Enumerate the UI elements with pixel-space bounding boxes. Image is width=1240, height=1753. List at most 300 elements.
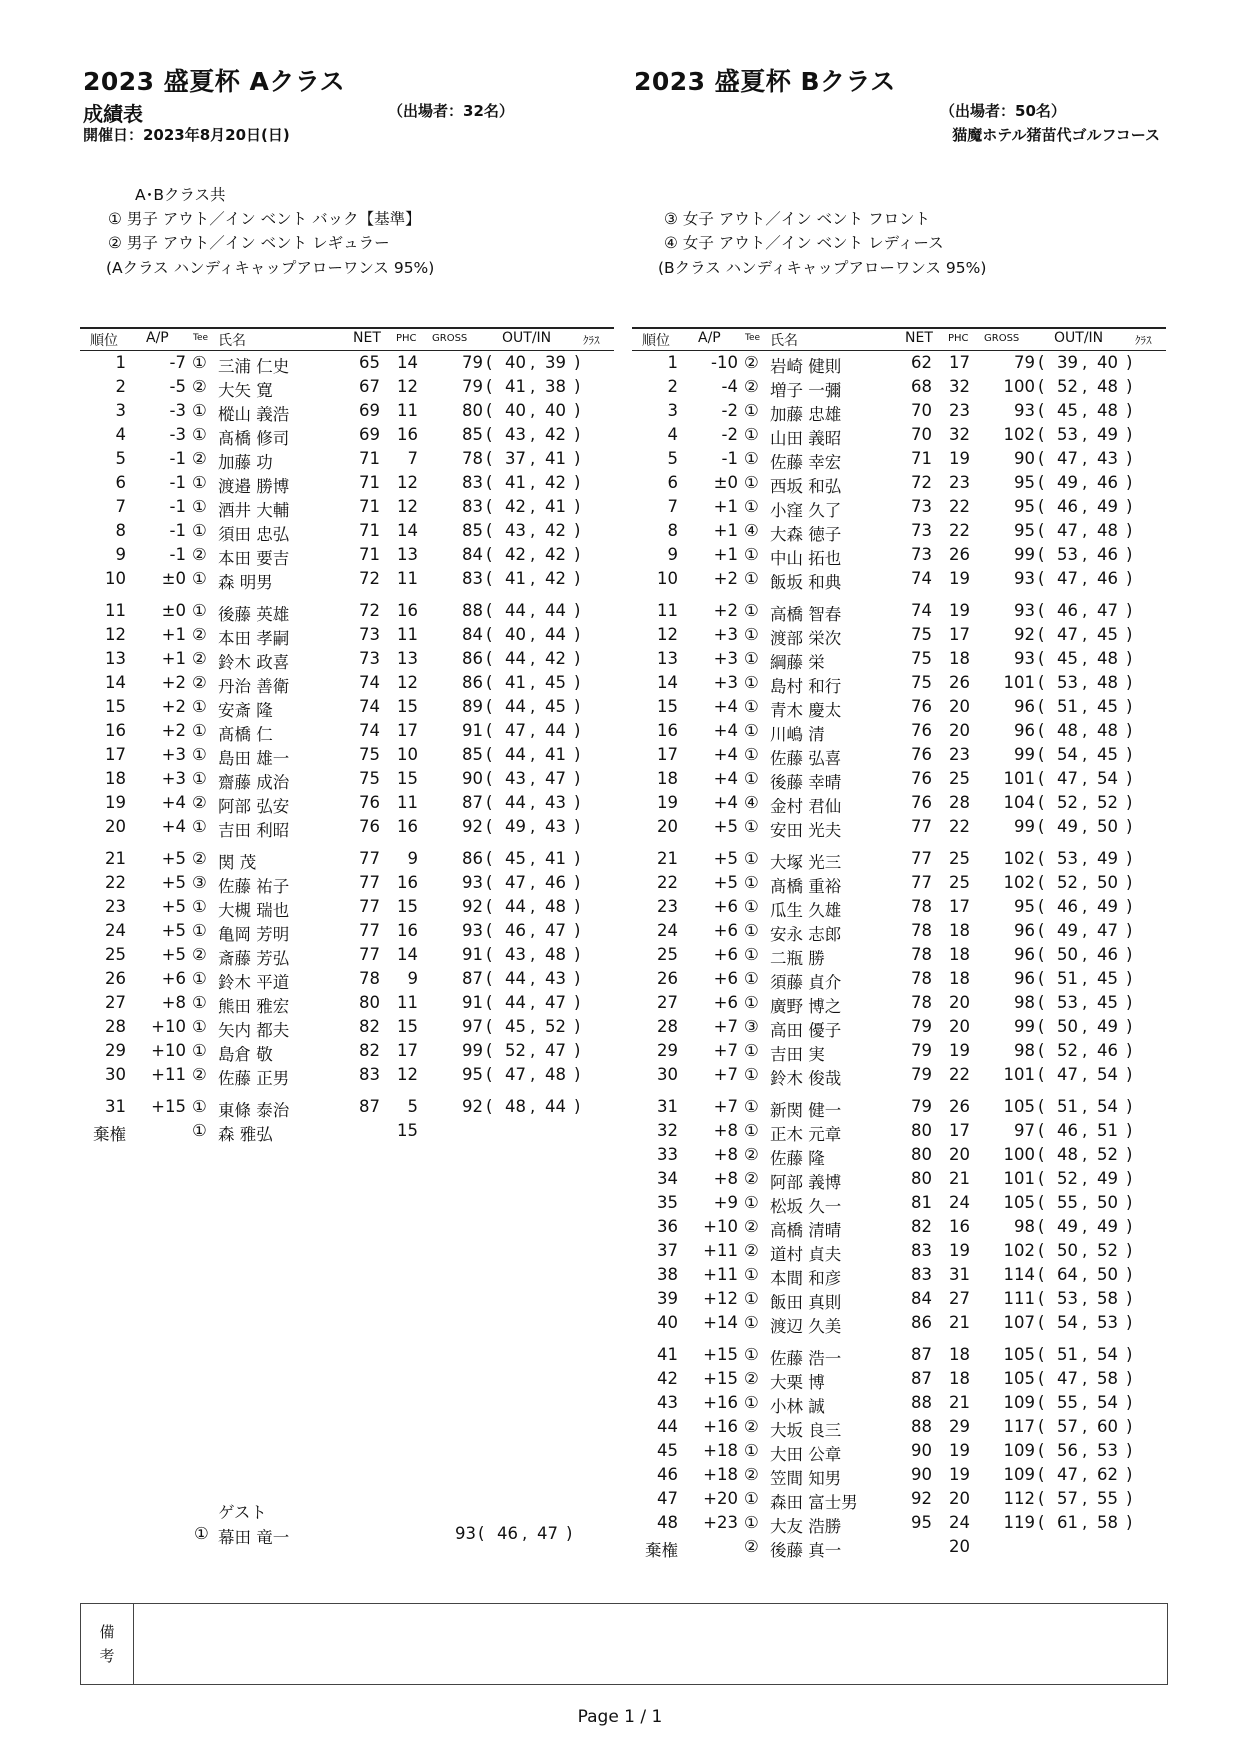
cell-ap: +3: [161, 769, 186, 788]
cell-name: 髙橋 修司: [218, 429, 290, 448]
cell-phc: 18: [949, 1345, 970, 1364]
cell-out: 46: [1057, 1121, 1078, 1140]
cell-in: 50: [1097, 1265, 1118, 1284]
cell-punct: ,: [1082, 873, 1088, 892]
cell-out: 43: [505, 521, 526, 540]
cell-name: 大森 徳子: [770, 525, 842, 544]
cell-rank: 40: [657, 1313, 678, 1332]
cell-phc: 28: [949, 793, 970, 812]
table-row: [632, 1511, 1166, 1535]
cell-out: 47: [1057, 1369, 1078, 1388]
cell-punct: ): [574, 1065, 581, 1084]
cell-punct: ,: [1082, 697, 1088, 716]
cell-net: 71: [911, 449, 932, 468]
cell-punct: ): [1126, 1393, 1133, 1412]
cell-gross: 85: [462, 745, 483, 764]
cell-net: 80: [359, 993, 380, 1012]
table-row: [80, 543, 614, 567]
table-row: [632, 623, 1166, 647]
guest-close: ): [566, 1524, 573, 1543]
cell-ap: +10: [151, 1041, 186, 1060]
cell-ap: +6: [161, 969, 186, 988]
cell-net: 87: [359, 1097, 380, 1116]
cell-gross: 92: [1014, 625, 1035, 644]
table-row: [632, 1095, 1166, 1119]
cell-punct: ,: [530, 1065, 536, 1084]
cell-ap: +14: [703, 1313, 738, 1332]
cell-punct: ,: [1082, 1041, 1088, 1060]
cell-name: 高田 優子: [770, 1021, 842, 1040]
cell-phc: 32: [949, 377, 970, 396]
cell-phc: 19: [949, 1241, 970, 1260]
cell-net: 79: [911, 1097, 932, 1116]
cell-in: 54: [1097, 1393, 1118, 1412]
cell-in: 51: [1097, 1121, 1118, 1140]
cell-punct: ): [1126, 1345, 1133, 1364]
cell-out: 48: [505, 1097, 526, 1116]
table-row: [632, 351, 1166, 375]
cell-gross: 93: [1014, 569, 1035, 588]
note-allowance-a: (Aクラス ハンディキャップアローワンス 95%): [106, 259, 435, 277]
cell-gross: 105: [1003, 1345, 1035, 1364]
cell-out: 52: [1057, 377, 1078, 396]
table-row: [632, 1439, 1166, 1463]
cell-tee: ①: [192, 1017, 207, 1036]
cell-gross: 93: [1014, 649, 1035, 668]
cell-phc: 11: [397, 569, 418, 588]
cell-punct: ,: [530, 673, 536, 692]
cell-name: 大栗 博: [770, 1373, 825, 1392]
cell-ap: +6: [713, 993, 738, 1012]
cell-punct: ,: [530, 473, 536, 492]
cell-punct: (: [486, 721, 493, 740]
cell-rank: 14: [657, 673, 678, 692]
cell-punct: (: [1038, 1369, 1045, 1388]
cell-net: 76: [911, 745, 932, 764]
cell-punct: ): [574, 649, 581, 668]
cell-net: 73: [359, 649, 380, 668]
cell-phc: 20: [949, 1017, 970, 1036]
participants-a: （出場者：32名）: [388, 102, 514, 120]
cell-phc: 22: [949, 521, 970, 540]
cell-gross: 102: [1003, 873, 1035, 892]
cell-name: 須田 忠弘: [218, 525, 290, 544]
cell-rank: 12: [105, 625, 126, 644]
cell-rank: 42: [657, 1369, 678, 1388]
cell-in: 43: [545, 817, 566, 836]
cell-tee: ②: [744, 377, 759, 396]
cell-gross: 91: [462, 945, 483, 964]
cell-ap: +2: [713, 569, 738, 588]
table-row: [80, 375, 614, 399]
cell-phc: 25: [949, 769, 970, 788]
table-row: [632, 1263, 1166, 1287]
cell-net: 78: [911, 921, 932, 940]
table-row: [632, 1191, 1166, 1215]
cell-net: 80: [911, 1169, 932, 1188]
cell-net: 78: [359, 969, 380, 988]
cell-punct: (: [486, 1097, 493, 1116]
cell-in: 42: [545, 569, 566, 588]
cell-phc: 11: [397, 625, 418, 644]
table-row: [80, 447, 614, 471]
cell-punct: ,: [1082, 601, 1088, 620]
cell-in: 53: [1097, 1441, 1118, 1460]
cell-punct: ,: [1082, 817, 1088, 836]
cell-punct: ,: [1082, 545, 1088, 564]
cell-rank: 30: [105, 1065, 126, 1084]
cell-punct: ): [574, 545, 581, 564]
cell-punct: (: [1038, 569, 1045, 588]
cell-punct: ): [1126, 921, 1133, 940]
cell-gross: 95: [1014, 521, 1035, 540]
cell-in: 43: [545, 793, 566, 812]
cell-tee: ②: [744, 353, 759, 372]
cell-gross: 85: [462, 425, 483, 444]
cell-out: 56: [1057, 1441, 1078, 1460]
cell-net: 75: [359, 769, 380, 788]
cell-punct: ,: [1082, 1393, 1088, 1412]
cell-tee: ①: [744, 473, 759, 492]
note-tee2: ② 男子 アウト／イン ベント レギュラー: [108, 234, 390, 252]
cell-in: 45: [545, 673, 566, 692]
cell-gross: 95: [1014, 897, 1035, 916]
cell-gross: 99: [1014, 545, 1035, 564]
cell-out: 49: [1057, 817, 1078, 836]
cell-gross: 89: [462, 697, 483, 716]
cell-ap: +15: [703, 1345, 738, 1364]
cell-punct: ,: [530, 649, 536, 668]
cell-gross: 100: [1003, 377, 1035, 396]
cell-punct: ): [1126, 569, 1133, 588]
cell-out: 46: [1057, 497, 1078, 516]
cell-ap: +7: [713, 1041, 738, 1060]
cell-rank: 15: [657, 697, 678, 716]
table-row: [80, 471, 614, 495]
cell-tee: ①: [744, 673, 759, 692]
cell-in: 49: [1097, 849, 1118, 868]
cell-net: 73: [359, 625, 380, 644]
cell-out: 50: [1057, 1241, 1078, 1260]
cell-in: 45: [1097, 625, 1118, 644]
cell-gross: 99: [1014, 817, 1035, 836]
cell-phc: 20: [949, 1145, 970, 1164]
cell-punct: (: [486, 1041, 493, 1060]
cell-gross: 91: [462, 721, 483, 740]
table-row: [80, 719, 614, 743]
cell-punct: (: [1038, 921, 1045, 940]
guest-out: 46: [497, 1524, 518, 1543]
cell-net: 75: [359, 745, 380, 764]
cell-phc: 16: [397, 921, 418, 940]
cell-out: 41: [505, 473, 526, 492]
cell-punct: ,: [1082, 849, 1088, 868]
cell-rank: 45: [657, 1441, 678, 1460]
table-row: [632, 895, 1166, 919]
cell-ap: -1: [169, 521, 186, 540]
cell-punct: ): [1126, 697, 1133, 716]
cell-rank: 26: [657, 969, 678, 988]
cell-rank: 14: [105, 673, 126, 692]
cell-name: 須藤 貞介: [770, 973, 842, 992]
cell-punct: ,: [530, 425, 536, 444]
cell-punct: ,: [1082, 969, 1088, 988]
table-row: [632, 1239, 1166, 1263]
cell-rank: 33: [657, 1145, 678, 1164]
col-name: 氏名: [218, 333, 246, 349]
results-table-a: [80, 327, 614, 1143]
cell-punct: ): [1126, 993, 1133, 1012]
cell-ap: -7: [169, 353, 186, 372]
cell-in: 43: [545, 969, 566, 988]
cell-ap: +1: [161, 625, 186, 644]
cell-in: 47: [545, 769, 566, 788]
cell-net: 83: [911, 1265, 932, 1284]
cell-name: 樅山 義浩: [218, 405, 290, 424]
cell-out: 61: [1057, 1513, 1078, 1532]
cell-punct: ,: [1082, 625, 1088, 644]
cell-rank: 6: [667, 473, 678, 492]
cell-net: 78: [911, 945, 932, 964]
cell-in: 52: [1097, 793, 1118, 812]
cell-rank: 22: [105, 873, 126, 892]
cell-net: 80: [911, 1145, 932, 1164]
cell-punct: (: [1038, 649, 1045, 668]
cell-gross: 80: [462, 401, 483, 420]
cell-gross: 109: [1003, 1393, 1035, 1412]
cell-name: 大矢 寛: [218, 381, 273, 400]
cell-rank: 28: [657, 1017, 678, 1036]
cell-gross: 85: [462, 521, 483, 540]
cell-out: 54: [1057, 1313, 1078, 1332]
title-a: 2023 盛夏杯 Aクラス: [83, 67, 346, 96]
cell-punct: ): [574, 625, 581, 644]
table-row: [80, 423, 614, 447]
cell-net: 65: [359, 353, 380, 372]
cell-punct: ,: [1082, 425, 1088, 444]
cell-punct: ): [1126, 425, 1133, 444]
cell-name: 阿部 弘安: [218, 797, 290, 816]
cell-net: 88: [911, 1393, 932, 1412]
cell-punct: (: [1038, 1345, 1045, 1364]
cell-in: 48: [1097, 721, 1118, 740]
cell-net: 77: [359, 921, 380, 940]
cell-ap: +11: [703, 1241, 738, 1260]
cell-out: 42: [505, 545, 526, 564]
table-row: [632, 1343, 1166, 1367]
cell-punct: ): [574, 601, 581, 620]
cell-in: 42: [545, 425, 566, 444]
cell-phc: 21: [949, 1393, 970, 1412]
cell-out: 44: [505, 993, 526, 1012]
cell-punct: (: [1038, 1417, 1045, 1436]
cell-punct: ): [574, 993, 581, 1012]
cell-rank: 25: [105, 945, 126, 964]
cell-punct: ,: [1082, 921, 1088, 940]
cell-in: 44: [545, 625, 566, 644]
cell-gross: 112: [1003, 1489, 1035, 1508]
cell-out: 47: [1057, 1465, 1078, 1484]
cell-out: 51: [1057, 697, 1078, 716]
cell-punct: (: [486, 873, 493, 892]
cell-phc: 24: [949, 1193, 970, 1212]
cell-net: 70: [911, 425, 932, 444]
cell-name: 小窪 久了: [770, 501, 842, 520]
cell-punct: (: [486, 849, 493, 868]
cell-name: 佐藤 正男: [218, 1069, 290, 1088]
cell-in: 49: [1097, 1017, 1118, 1036]
cell-punct: ,: [1082, 793, 1088, 812]
cell-punct: (: [1038, 849, 1045, 868]
cell-in: 44: [545, 601, 566, 620]
cell-gross: 95: [1014, 473, 1035, 492]
cell-rank: 41: [657, 1345, 678, 1364]
cell-in: 46: [1097, 569, 1118, 588]
cell-ap: +8: [713, 1121, 738, 1140]
cell-rank: 9: [115, 545, 126, 564]
cell-phc: 19: [949, 601, 970, 620]
cell-net: 78: [911, 969, 932, 988]
cell-net: 77: [359, 849, 380, 868]
cell-out: 52: [1057, 793, 1078, 812]
cell-net: 71: [359, 497, 380, 516]
cell-rank: 12: [657, 625, 678, 644]
table-row: [632, 815, 1166, 839]
cell-ap: -1: [169, 497, 186, 516]
col-tee: Tee: [193, 333, 209, 343]
cell-ap: +7: [713, 1065, 738, 1084]
cell-phc: 23: [949, 473, 970, 492]
cell-in: 53: [1097, 1313, 1118, 1332]
cell-tee: ①: [744, 1513, 759, 1532]
cell-rank: 22: [657, 873, 678, 892]
cell-phc: 20: [949, 1489, 970, 1508]
cell-gross: 105: [1003, 1193, 1035, 1212]
guest-tee: ①: [194, 1524, 209, 1543]
cell-net: 83: [911, 1241, 932, 1260]
cell-name: 丹治 善衛: [218, 677, 290, 696]
cell-punct: (: [1038, 817, 1045, 836]
cell-rank: 8: [115, 521, 126, 540]
cell-name: 中山 拓也: [770, 549, 842, 568]
cell-net: 74: [359, 721, 380, 740]
title-b: 2023 盛夏杯 Bクラス: [634, 67, 896, 96]
cell-rank: 35: [657, 1193, 678, 1212]
cell-phc: 17: [949, 625, 970, 644]
cell-rank: 28: [105, 1017, 126, 1036]
guest-name: 幕田 竜一: [218, 1528, 290, 1547]
cell-punct: (: [486, 793, 493, 812]
cell-ap: +5: [713, 873, 738, 892]
cell-tee: ②: [744, 1241, 759, 1260]
cell-rank: 43: [657, 1393, 678, 1412]
cell-gross: 99: [1014, 1017, 1035, 1036]
cell-punct: ,: [1082, 1417, 1088, 1436]
cell-name: 渡辺 久美: [770, 1317, 842, 1336]
cell-tee: ①: [192, 1097, 207, 1116]
cell-gross: 84: [462, 545, 483, 564]
table-row: [80, 743, 614, 767]
cell-gross: 96: [1014, 969, 1035, 988]
cell-punct: ): [1126, 1217, 1133, 1236]
cell-punct: ,: [1082, 649, 1088, 668]
cell-rank: 32: [657, 1121, 678, 1140]
cell-in: 48: [545, 1065, 566, 1084]
cell-punct: ): [1126, 1097, 1133, 1116]
cell-name: 鈴木 政喜: [218, 653, 290, 672]
cell-out: 55: [1057, 1193, 1078, 1212]
table-row: [80, 847, 614, 871]
cell-punct: ): [1126, 945, 1133, 964]
cell-gross: 92: [462, 897, 483, 916]
cell-out: 46: [1057, 601, 1078, 620]
cell-tee: ①: [192, 521, 207, 540]
cell-punct: ): [574, 1017, 581, 1036]
cell-gross: 86: [462, 849, 483, 868]
cell-ap: -5: [169, 377, 186, 396]
cell-out: 53: [1057, 425, 1078, 444]
cell-in: 49: [1097, 497, 1118, 516]
cell-punct: ): [574, 769, 581, 788]
cell-in: 46: [1097, 473, 1118, 492]
cell-net: 71: [359, 449, 380, 468]
table-row: [80, 1095, 614, 1119]
cell-in: 46: [545, 873, 566, 892]
cell-punct: (: [486, 521, 493, 540]
cell-tee: ①: [192, 401, 207, 420]
cell-punct: ,: [530, 1017, 536, 1036]
cell-in: 41: [545, 745, 566, 764]
cell-out: 49: [1057, 473, 1078, 492]
cell-name: 髙橋 仁: [218, 725, 273, 744]
table-row: [632, 1391, 1166, 1415]
cell-punct: ,: [1082, 673, 1088, 692]
cell-ap: -1: [169, 545, 186, 564]
cell-punct: ,: [1082, 449, 1088, 468]
cell-net: 83: [359, 1065, 380, 1084]
cell-phc: 24: [949, 1513, 970, 1532]
cell-punct: ): [1126, 601, 1133, 620]
cell-name: 森 雅弘: [218, 1125, 273, 1144]
cell-net: 82: [911, 1217, 932, 1236]
cell-out: 44: [505, 969, 526, 988]
table-row: [632, 1463, 1166, 1487]
cell-punct: ,: [1082, 1121, 1088, 1140]
cell-punct: ): [1126, 897, 1133, 916]
cell-out: 48: [1057, 721, 1078, 740]
remarks-label-2: 考: [99, 1647, 115, 1665]
cell-out: 53: [1057, 673, 1078, 692]
cell-ap: +5: [161, 945, 186, 964]
cell-rank: 5: [667, 449, 678, 468]
cell-punct: (: [486, 697, 493, 716]
cell-in: 47: [545, 993, 566, 1012]
table-row: [632, 1119, 1166, 1143]
cell-rank: 5: [115, 449, 126, 468]
cell-out: 49: [505, 817, 526, 836]
cell-punct: ): [574, 425, 581, 444]
cell-net: 76: [911, 769, 932, 788]
cell-tee: ①: [192, 697, 207, 716]
cell-phc: 19: [949, 1041, 970, 1060]
cell-rank: 11: [657, 601, 678, 620]
cell-tee: ①: [744, 1345, 759, 1364]
cell-name: 新関 健一: [770, 1101, 842, 1120]
cell-phc: 22: [949, 1065, 970, 1084]
cell-out: 53: [1057, 545, 1078, 564]
cell-phc: 15: [397, 697, 418, 716]
cell-out: 39: [1057, 353, 1078, 372]
